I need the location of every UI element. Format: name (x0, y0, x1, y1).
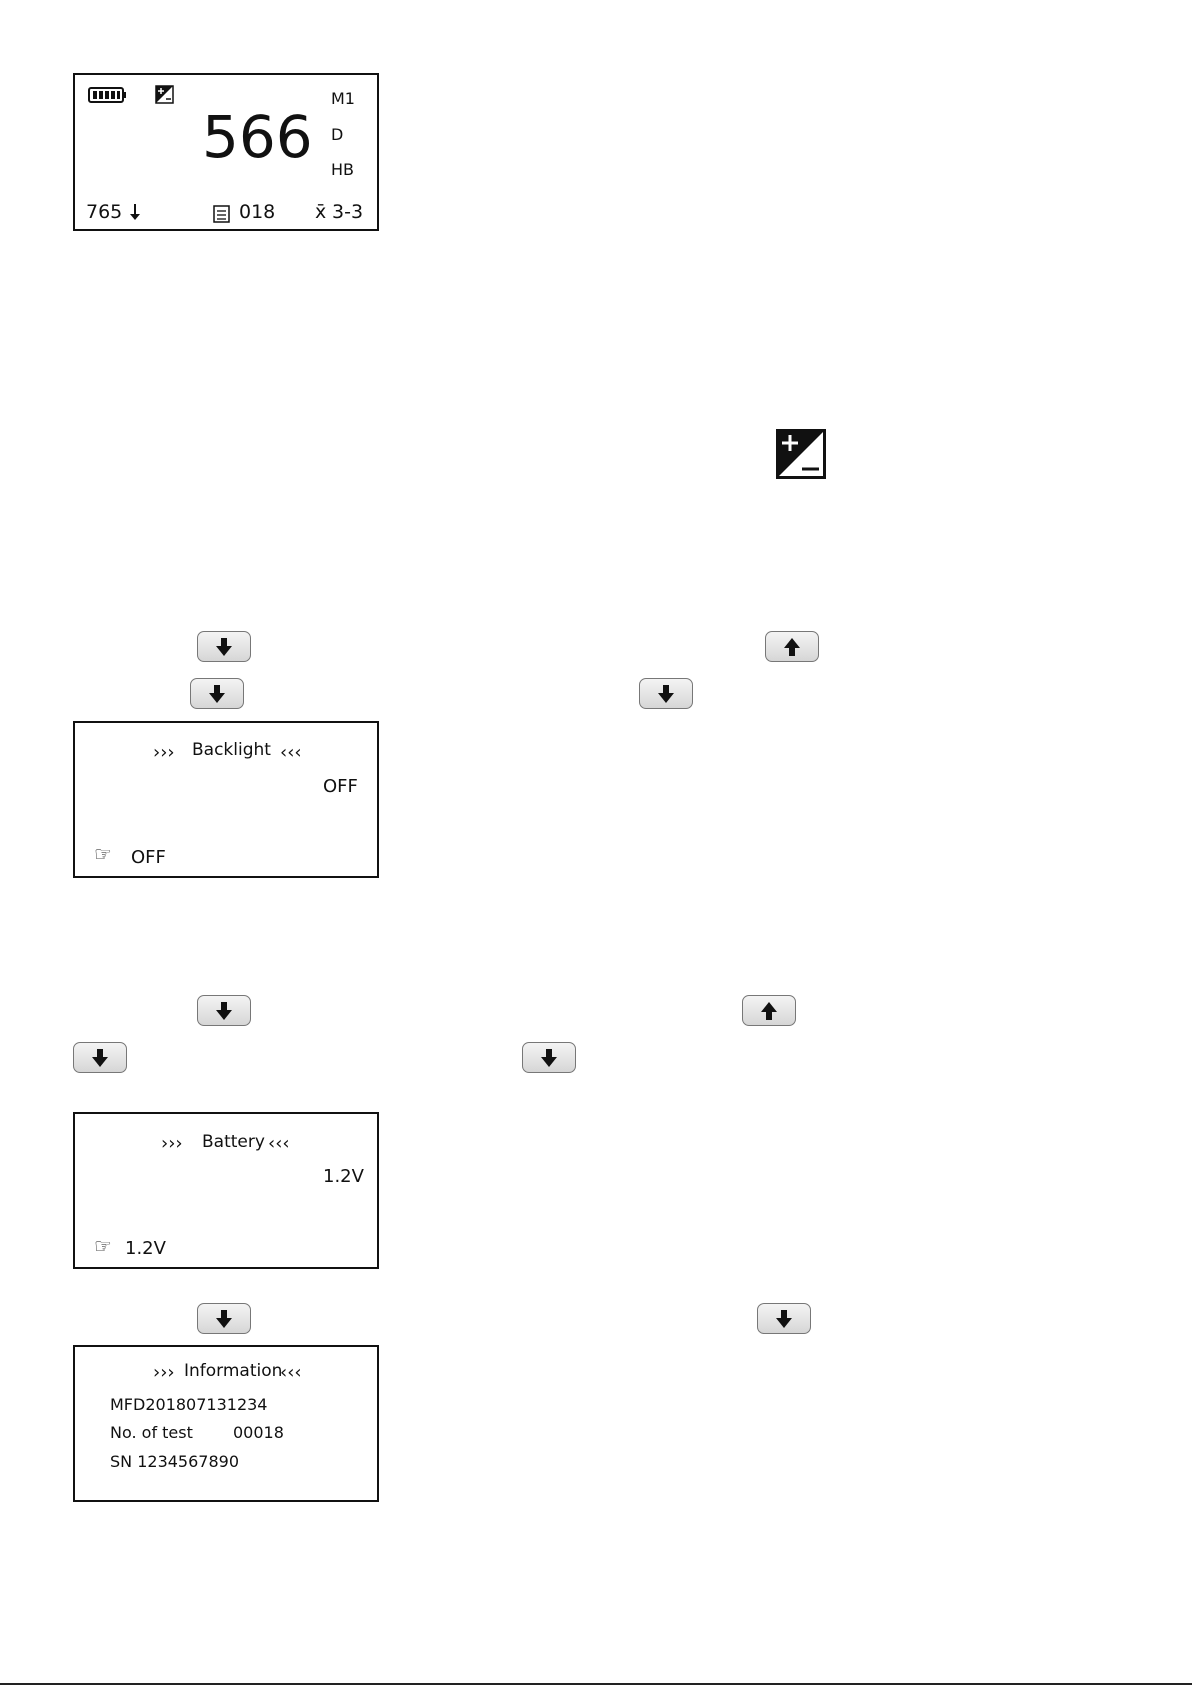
down-key-button[interactable] (73, 1042, 127, 1073)
contrast-icon-large (776, 429, 826, 483)
down-key-button[interactable] (757, 1303, 811, 1334)
down-key-button[interactable] (197, 1303, 251, 1334)
contrast-icon (155, 85, 174, 108)
information-title: Information (184, 1361, 283, 1381)
backlight-lcd-screen (73, 721, 379, 878)
main-lcd-screen (73, 73, 379, 231)
tests-label: No. of test (110, 1423, 193, 1442)
hardness-reading: 566 (202, 103, 313, 171)
mode-label: M1 (331, 89, 355, 108)
last-value: 765 (86, 201, 123, 223)
down-arrow-icon (776, 1309, 792, 1329)
down-arrow-icon (658, 684, 674, 704)
battery-title: Battery (202, 1132, 265, 1152)
up-key-button[interactable] (765, 631, 819, 662)
information-lcd-screen (73, 1345, 379, 1502)
backlight-current-value: OFF (323, 776, 358, 797)
pointer-hand-icon: ☞ (94, 842, 112, 866)
scale-label: HB (331, 160, 355, 179)
memory-icon (213, 205, 230, 227)
down-arrow-icon (129, 203, 141, 225)
down-arrow-icon (216, 1309, 232, 1329)
up-arrow-icon (761, 1001, 777, 1021)
serial-number: SN 1234567890 (110, 1452, 240, 1471)
chevron-right-icon: ››› (153, 1362, 175, 1383)
backlight-title: Backlight (192, 740, 271, 760)
tests-value: 00018 (233, 1423, 284, 1442)
down-key-button[interactable] (197, 631, 251, 662)
chevron-left-icon: ‹‹‹ (280, 742, 302, 763)
down-arrow-icon (92, 1048, 108, 1068)
down-key-button[interactable] (522, 1042, 576, 1073)
average-icon: x̄ (315, 201, 327, 223)
battery-lcd-screen (73, 1112, 379, 1269)
down-key-button[interactable] (190, 678, 244, 709)
battery-icon (88, 86, 128, 108)
chevron-left-icon: ‹‹‹ (280, 1362, 302, 1383)
chevron-right-icon: ››› (153, 742, 175, 763)
down-key-button[interactable] (197, 995, 251, 1026)
backlight-selection[interactable]: OFF (131, 847, 166, 868)
probe-label: D (331, 125, 344, 144)
up-key-button[interactable] (742, 995, 796, 1026)
down-arrow-icon (216, 1001, 232, 1021)
up-arrow-icon (784, 637, 800, 657)
pointer-hand-icon: ☞ (94, 1234, 112, 1258)
chevron-right-icon: ››› (161, 1133, 183, 1154)
chevron-left-icon: ‹‹‹ (268, 1133, 290, 1154)
down-key-button[interactable] (639, 678, 693, 709)
down-arrow-icon (541, 1048, 557, 1068)
down-arrow-icon (209, 684, 225, 704)
memory-count: 018 (239, 201, 276, 223)
down-arrow-icon (216, 637, 232, 657)
manufacture-date: MFD201807131234 (110, 1395, 268, 1414)
average-value: 3-3 (332, 201, 364, 223)
battery-selection[interactable]: 1.2V (125, 1238, 166, 1259)
battery-current-value: 1.2V (323, 1166, 364, 1187)
